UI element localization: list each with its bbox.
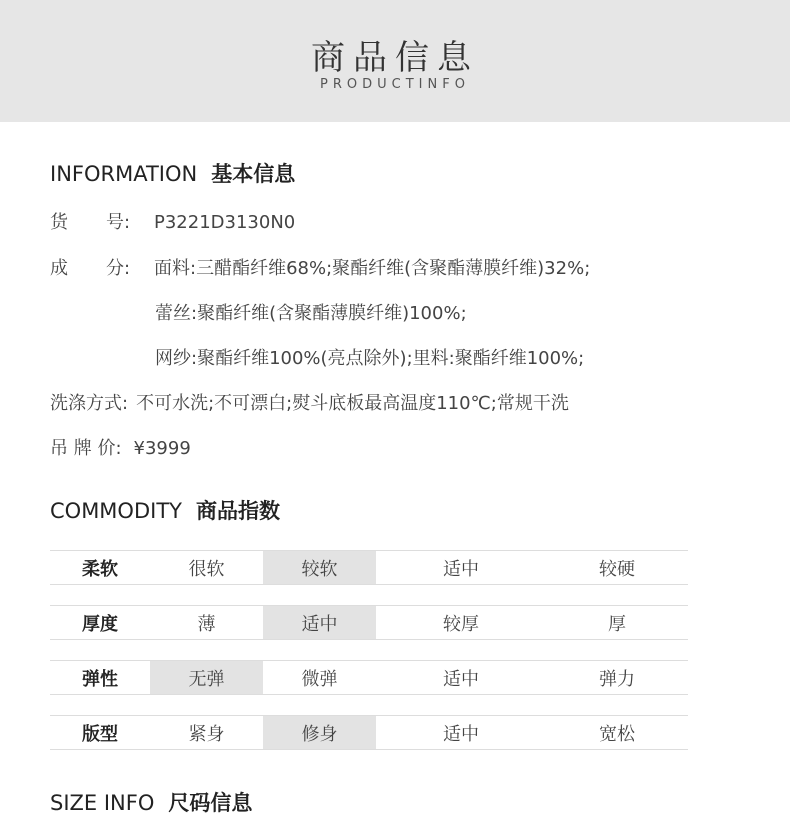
commodity-index-option: 较硬	[599, 558, 635, 580]
size-section-title	[50, 787, 252, 817]
commodity-index-option: 适中	[443, 723, 479, 745]
price-label: 吊 牌 价:	[50, 438, 122, 459]
commodity-index-option: 适中	[443, 668, 479, 690]
commodity-index-name: 弹性	[82, 668, 118, 690]
item-number-row	[50, 208, 295, 234]
header-subtitle: PRODUCTINFO	[320, 77, 470, 92]
commodity-index-option: 微弹	[301, 668, 338, 690]
commodity-index-row	[50, 550, 688, 585]
composition-line-3: 网纱:聚酯纤维100%(亮点除外);里料:聚酯纤维100%;	[155, 348, 585, 369]
commodity-index-name: 柔软	[82, 558, 118, 580]
washing-value: 不可水洗;不可漂白;熨斗底板最高温度110℃;常规干洗	[136, 393, 569, 414]
commodity-index-name: 厚度	[82, 613, 118, 635]
composition-label: 成 分:	[50, 258, 131, 279]
commodity-title-en: COMMODITY	[50, 499, 182, 523]
commodity-index-row	[50, 660, 688, 695]
commodity-index-option: 厚	[608, 613, 626, 635]
commodity-index-row	[50, 605, 688, 640]
commodity-index-option-selected: 较软	[263, 551, 376, 584]
information-section-title	[50, 158, 295, 188]
commodity-index-option: 适中	[443, 558, 479, 580]
commodity-index-option: 紧身	[188, 723, 225, 745]
item-number-value: P3221D3130N0	[154, 212, 296, 233]
header-title: 商品信息	[311, 38, 479, 78]
commodity-index-option: 薄	[197, 613, 216, 635]
commodity-index-row	[50, 715, 688, 750]
commodity-index-option: 较厚	[443, 613, 479, 635]
washing-row	[50, 389, 569, 415]
information-title-cn: 基本信息	[211, 162, 296, 186]
commodity-title-cn: 商品指数	[195, 499, 280, 523]
commodity-index-option: 很软	[188, 558, 225, 580]
commodity-index-option-selected: 修身	[263, 716, 376, 749]
price-value: ¥3999	[133, 438, 191, 459]
size-title-en: SIZE INFO	[50, 791, 155, 815]
composition-row	[50, 254, 590, 280]
washing-label: 洗涤方式:	[50, 393, 129, 414]
commodity-index-option: 弹力	[599, 668, 635, 690]
item-number-label: 货 号:	[50, 212, 131, 233]
page-header	[0, 0, 790, 122]
commodity-index-option: 宽松	[599, 723, 635, 745]
price-row	[50, 434, 191, 460]
composition-line-2: 蕾丝:聚酯纤维(含聚酯薄膜纤维)100%;	[155, 303, 467, 324]
commodity-index-option-selected: 适中	[263, 606, 376, 639]
information-title-en: INFORMATION	[50, 162, 198, 186]
size-title-cn: 尺码信息	[168, 791, 253, 815]
commodity-section-title	[50, 495, 280, 525]
commodity-index-option-selected: 无弹	[150, 661, 263, 694]
commodity-index-name: 版型	[82, 723, 118, 745]
composition-line-1: 面料:三醋酯纤维68%;聚酯纤维(含聚酯薄膜纤维)32%;	[154, 258, 591, 279]
